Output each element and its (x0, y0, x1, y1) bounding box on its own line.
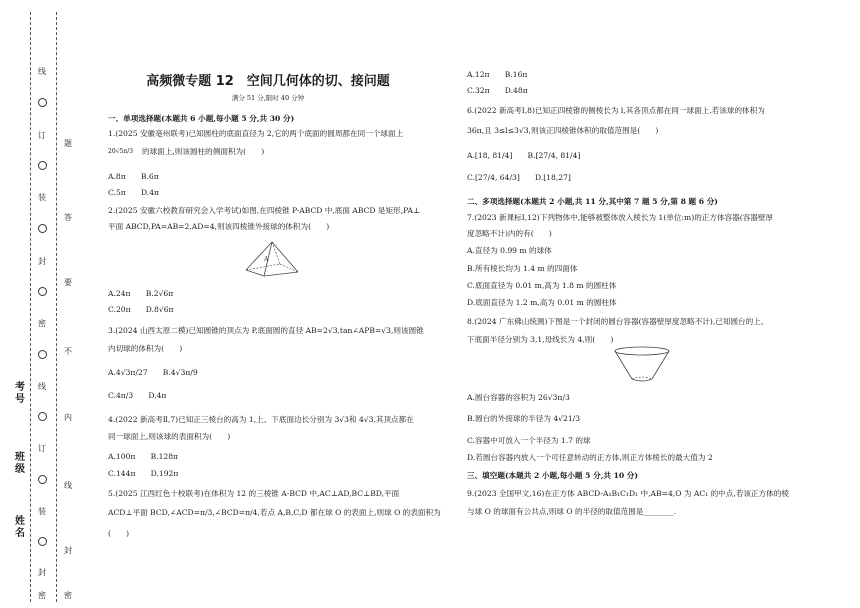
frustum-figure (610, 345, 674, 385)
question-2-options-cd: C.20π D.8√6π (108, 305, 174, 314)
question-8-option-b: B.圆台的外接球的半径为 4√21/3 (467, 414, 581, 423)
question-8-line1: 8.(2024 广东佛山统测)下图是一个封闭的圆台容器(容器壁厚度忽略不计),已知圆台的上、 (467, 317, 769, 326)
question-1-line2: 的球面上,则该圆柱的侧面积为( ) (142, 147, 265, 156)
question-2-line1: 2.(2025 安徽六校教育研究会入学考试)如图,在四棱锥 P-ABCD 中,底面 ABCD 是矩形,PA⊥ (108, 206, 421, 215)
question-1-options-ab: A.8π B.6π (108, 172, 159, 181)
question-8-line2: 下底面半径分别为 3,1,母线长为 4,则( ) (467, 335, 614, 344)
question-7-option-b: B.所有棱长均为 1.4 m 的四面体 (467, 264, 578, 273)
question-4-options-ab: A.100π B.128π (108, 452, 179, 461)
binding-circle (38, 475, 47, 484)
question-7-line1: 7.(2023 新课标Ⅰ,12)下列物体中,能够被整体放入棱长为 1(单位:m)的正方体容器(容器壁厚 (467, 213, 774, 222)
question-3-line1: 3.(2024 山西太原二模)已知圆锥的顶点为 P,底面圆的直径 AB=2√3,tan∠APB=√3,则该圆锥 (108, 326, 424, 335)
question-7-option-c: C.底面直径为 0.01 m,高为 1.8 m 的圆柱体 (467, 281, 617, 290)
question-7-line2: 度忽略不计)内的有( ) (467, 229, 552, 238)
binding-inner-7: 封 (64, 546, 72, 555)
section-single-choice: 一、单项选择题(本题共 6 小题,每小题 5 分,共 30 分) (108, 114, 295, 123)
question-5-options-cd: C.32π D.48π (467, 86, 528, 95)
section-fill-blank: 三、填空题(本题共 2 小题,每小题 5 分,共 10 分) (467, 471, 638, 480)
binding-outer-1: 线 (38, 67, 46, 76)
page-title: 高频微专题 12 空间几何体的切、接问题 (146, 74, 390, 89)
binding-circle (38, 537, 47, 546)
question-5-options-ab: A.12π B.16π (467, 70, 528, 79)
binding-outer-8: 装 (38, 507, 46, 516)
binding-outer-4: 封 (38, 257, 46, 266)
binding-outer-9: 封 (38, 568, 46, 577)
question-3-options-ab: A.4√3π/27 B.4√3π/9 (108, 368, 198, 377)
binding-outer-10: 密 (38, 591, 46, 600)
question-1-line1: 1.(2025 安徽亳州联考)已知圆柱的底面直径为 2,它的两个底面的圆周都在同一个球面上 (108, 129, 404, 138)
binding-margin (0, 0, 80, 608)
binding-inner-6: 线 (64, 481, 72, 490)
question-8-option-a: A.圆台容器的容积为 26√3π/3 (467, 393, 570, 402)
field-class[interactable]: 班级 (15, 452, 25, 475)
question-8-option-d: D.若圆台容器内放入一个可任意转动的正方体,则正方体棱长的最大值为 2 (467, 453, 713, 462)
binding-circle (38, 161, 47, 170)
question-5-line1: 5.(2025 江西红色十校联考)在体积为 12 的三棱锥 A-BCD 中,AC⊥AD,BC⊥BD,平面 (108, 489, 400, 498)
binding-inner-2: 答 (64, 213, 72, 222)
binding-circle (38, 350, 47, 359)
question-9-line2[interactable]: 与球 O 的球面有公共点,则球 O 的半径的取值范围是________. (467, 507, 677, 516)
section-multi-choice: 二、多项选择题(本题共 2 小题,共 11 分,其中第 7 题 5 分,第 8 题 6 分) (467, 197, 718, 206)
binding-circle (38, 98, 47, 107)
question-3-options-cd: C.4π/3 D.4π (108, 391, 167, 400)
cut-line-outer (56, 12, 57, 602)
binding-circle (38, 224, 47, 233)
binding-outer-3: 装 (38, 193, 46, 202)
binding-circle (38, 287, 47, 296)
question-6-options-ab: A.[18, 81/4] B.[27/4, 81/4] (467, 151, 581, 160)
question-2-line2: 平面 ABCD,PA=AB=2,AD=4,则该四棱锥外接球的体积为( ) (108, 222, 330, 231)
binding-inner-5: 内 (64, 413, 72, 422)
binding-inner-4: 不 (64, 347, 72, 356)
question-6-options-cd: C.[27/4, 64/3] D.[18,27] (467, 173, 571, 182)
question-5-line3: ( ) (108, 529, 130, 538)
question-6-line2: 36π,且 3≤l≤3√3,则该正四棱锥体积的取值范围是( ) (467, 126, 659, 135)
question-9-line1: 9.(2023 全国甲文,16)在正方体 ABCD-A₁B₁C₁D₁ 中,AB=4,O 为 AC₁ 的中点,若该正方体的棱 (467, 489, 789, 498)
field-name[interactable]: 姓名 (15, 516, 25, 539)
pyramid-label-a: A (264, 256, 269, 263)
binding-circle (38, 412, 47, 421)
question-8-option-c: C.容器中可放入一个半径为 1.7 的球 (467, 436, 591, 445)
question-5-line2: ACD⊥平面 BCD,∠ACD=π/3,∠BCD=π/4,若点 A,B,C,D 都在球 O 的表面上,则球 O 的表面积为 (108, 508, 441, 517)
question-4-line1: 4.(2022 新高考Ⅱ,7)已知正三棱台的高为 1,上、下底面边长分别为 3√3和 4√3,其顶点都在 (108, 415, 414, 424)
question-4-line2: 同一球面上,则该球的表面积为( ) (108, 432, 231, 441)
binding-outer-7: 订 (38, 444, 46, 453)
binding-inner-1: 题 (64, 139, 72, 148)
pyramid-figure (240, 240, 304, 280)
binding-inner-8: 密 (64, 591, 72, 600)
question-1-fraction: 20√5π/3 (108, 148, 134, 155)
question-2-options-ab: A.24π B.2√6π (108, 289, 174, 298)
binding-outer-5: 密 (38, 319, 46, 328)
question-1-options-cd: C.5π D.4π (108, 188, 160, 197)
cut-line-inner (30, 12, 31, 602)
question-7-option-d: D.底面直径为 1.2 m,高为 0.01 m 的圆柱体 (467, 298, 617, 307)
field-exam-number[interactable]: 考号 (15, 382, 25, 405)
binding-outer-2: 订 (38, 131, 46, 140)
page-subtitle: 满分 51 分,限时 40 分钟 (231, 94, 305, 102)
question-4-options-cd: C.144π D.192π (108, 469, 179, 478)
question-7-option-a: A.直径为 0.99 m 的球体 (467, 246, 552, 255)
question-6-line1: 6.(2022 新高考Ⅰ,8)已知正四棱锥的侧棱长为 l,其各顶点都在同一球面上.若该球的体积为 (467, 106, 765, 115)
binding-outer-6: 线 (38, 382, 46, 391)
binding-inner-3: 要 (64, 278, 72, 287)
question-3-line2: 内切球的体积为( ) (108, 344, 183, 353)
